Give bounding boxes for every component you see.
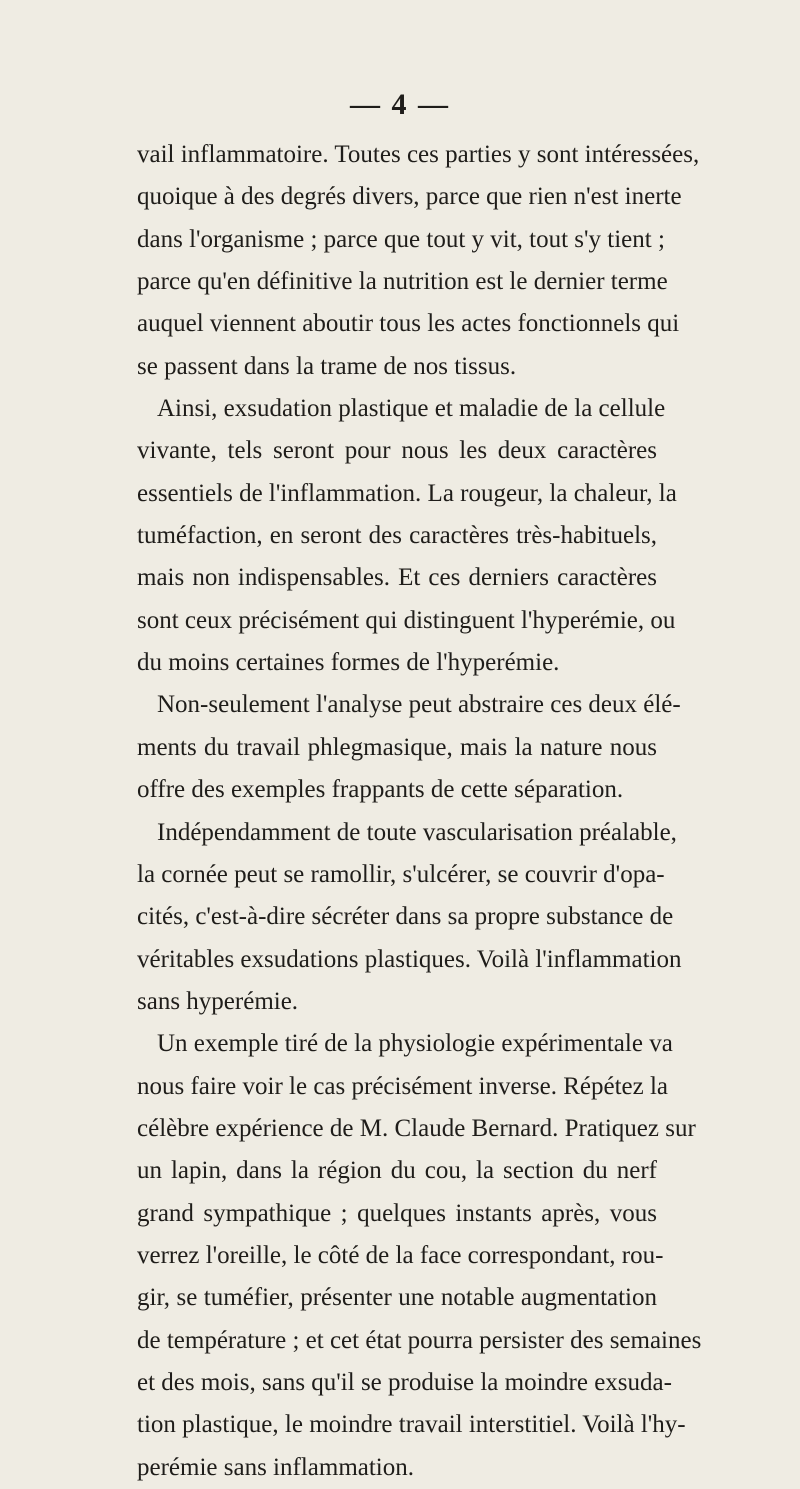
text-line: quoique à des degrés divers, parce que rien n'est inerte xyxy=(137,183,682,211)
text-line: tuméfaction, en seront des caractères très-habituels, xyxy=(137,522,657,550)
text-line: vivante, tels seront pour nous les deux caractères xyxy=(137,437,657,465)
text-line: du moins certaines formes de l'hyperémie. xyxy=(137,649,560,677)
text-line: Un exemple tiré de la physiologie expérimentale va xyxy=(157,1030,673,1058)
text-line: dans l'organisme ; parce que tout y vit, tout s'y tient ; xyxy=(137,225,665,253)
text-line: et des mois, sans qu'il se produise la moindre exsuda- xyxy=(137,1368,672,1396)
text-line: parce qu'en définitive la nutrition est le dernier terme xyxy=(137,268,668,296)
text-line: Indépendamment de toute vascularisation préalable, xyxy=(157,818,677,846)
text-line: sans hyperémie. xyxy=(137,987,299,1015)
text-line: tion plastique, le moindre travail interstitiel. Voilà l'hy- xyxy=(137,1411,686,1439)
text-line: verrez l'oreille, le côté de la face correspondant, rou- xyxy=(137,1241,664,1269)
text-line: vail inflammatoire. Toutes ces parties y sont intéressées, xyxy=(137,141,700,168)
text-line: Ainsi, exsudation plastique et maladie de la cellule xyxy=(157,395,666,423)
text-line: la cornée peut se ramollir, s'ulcérer, se couvrir d'opa- xyxy=(137,860,665,888)
text-line: cités, c'est-à-dire sécréter dans sa propre substance de xyxy=(137,903,674,931)
text-line: offre des exemples frappants de cette séparation. xyxy=(137,776,624,804)
text-line: se passent dans la trame de nos tissus. xyxy=(137,352,517,380)
text-line: sont ceux précisément qui distinguent l'hyperémie, ou xyxy=(137,606,676,634)
text-line: gir, se tuméfier, présenter une notable augmentation xyxy=(137,1284,657,1312)
text-line: grand sympathique ; quelques instants après, vous xyxy=(137,1199,657,1227)
text-line: Non-seulement l'analyse peut abstraire ces deux élé- xyxy=(157,691,681,719)
body-text xyxy=(137,134,702,1489)
text-line: un lapin, dans la région du cou, la section du nerf xyxy=(137,1157,657,1185)
text-line: perémie sans inflammation. xyxy=(137,1453,415,1481)
text-line: ments du travail phlegmasique, mais la nature nous xyxy=(137,733,657,761)
text-line: véritables exsudations plastiques. Voilà l'inflammation xyxy=(137,945,682,973)
text-line: nous faire voir le cas précisément inverse. Répétez la xyxy=(137,1072,669,1100)
text-line: mais non indispensables. Et ces derniers caractères xyxy=(137,564,657,592)
page-number: — 4 — xyxy=(350,88,450,121)
text-line: célèbre expérience de M. Claude Bernard. Pratiquez sur xyxy=(137,1114,696,1142)
text-line: essentiels de l'inflammation. La rougeur, la chaleur, la xyxy=(137,479,677,507)
text-line: auquel viennent aboutir tous les actes fonctionnels qui xyxy=(137,310,680,338)
text-line: de température ; et cet état pourra persister des semaines xyxy=(137,1326,702,1354)
